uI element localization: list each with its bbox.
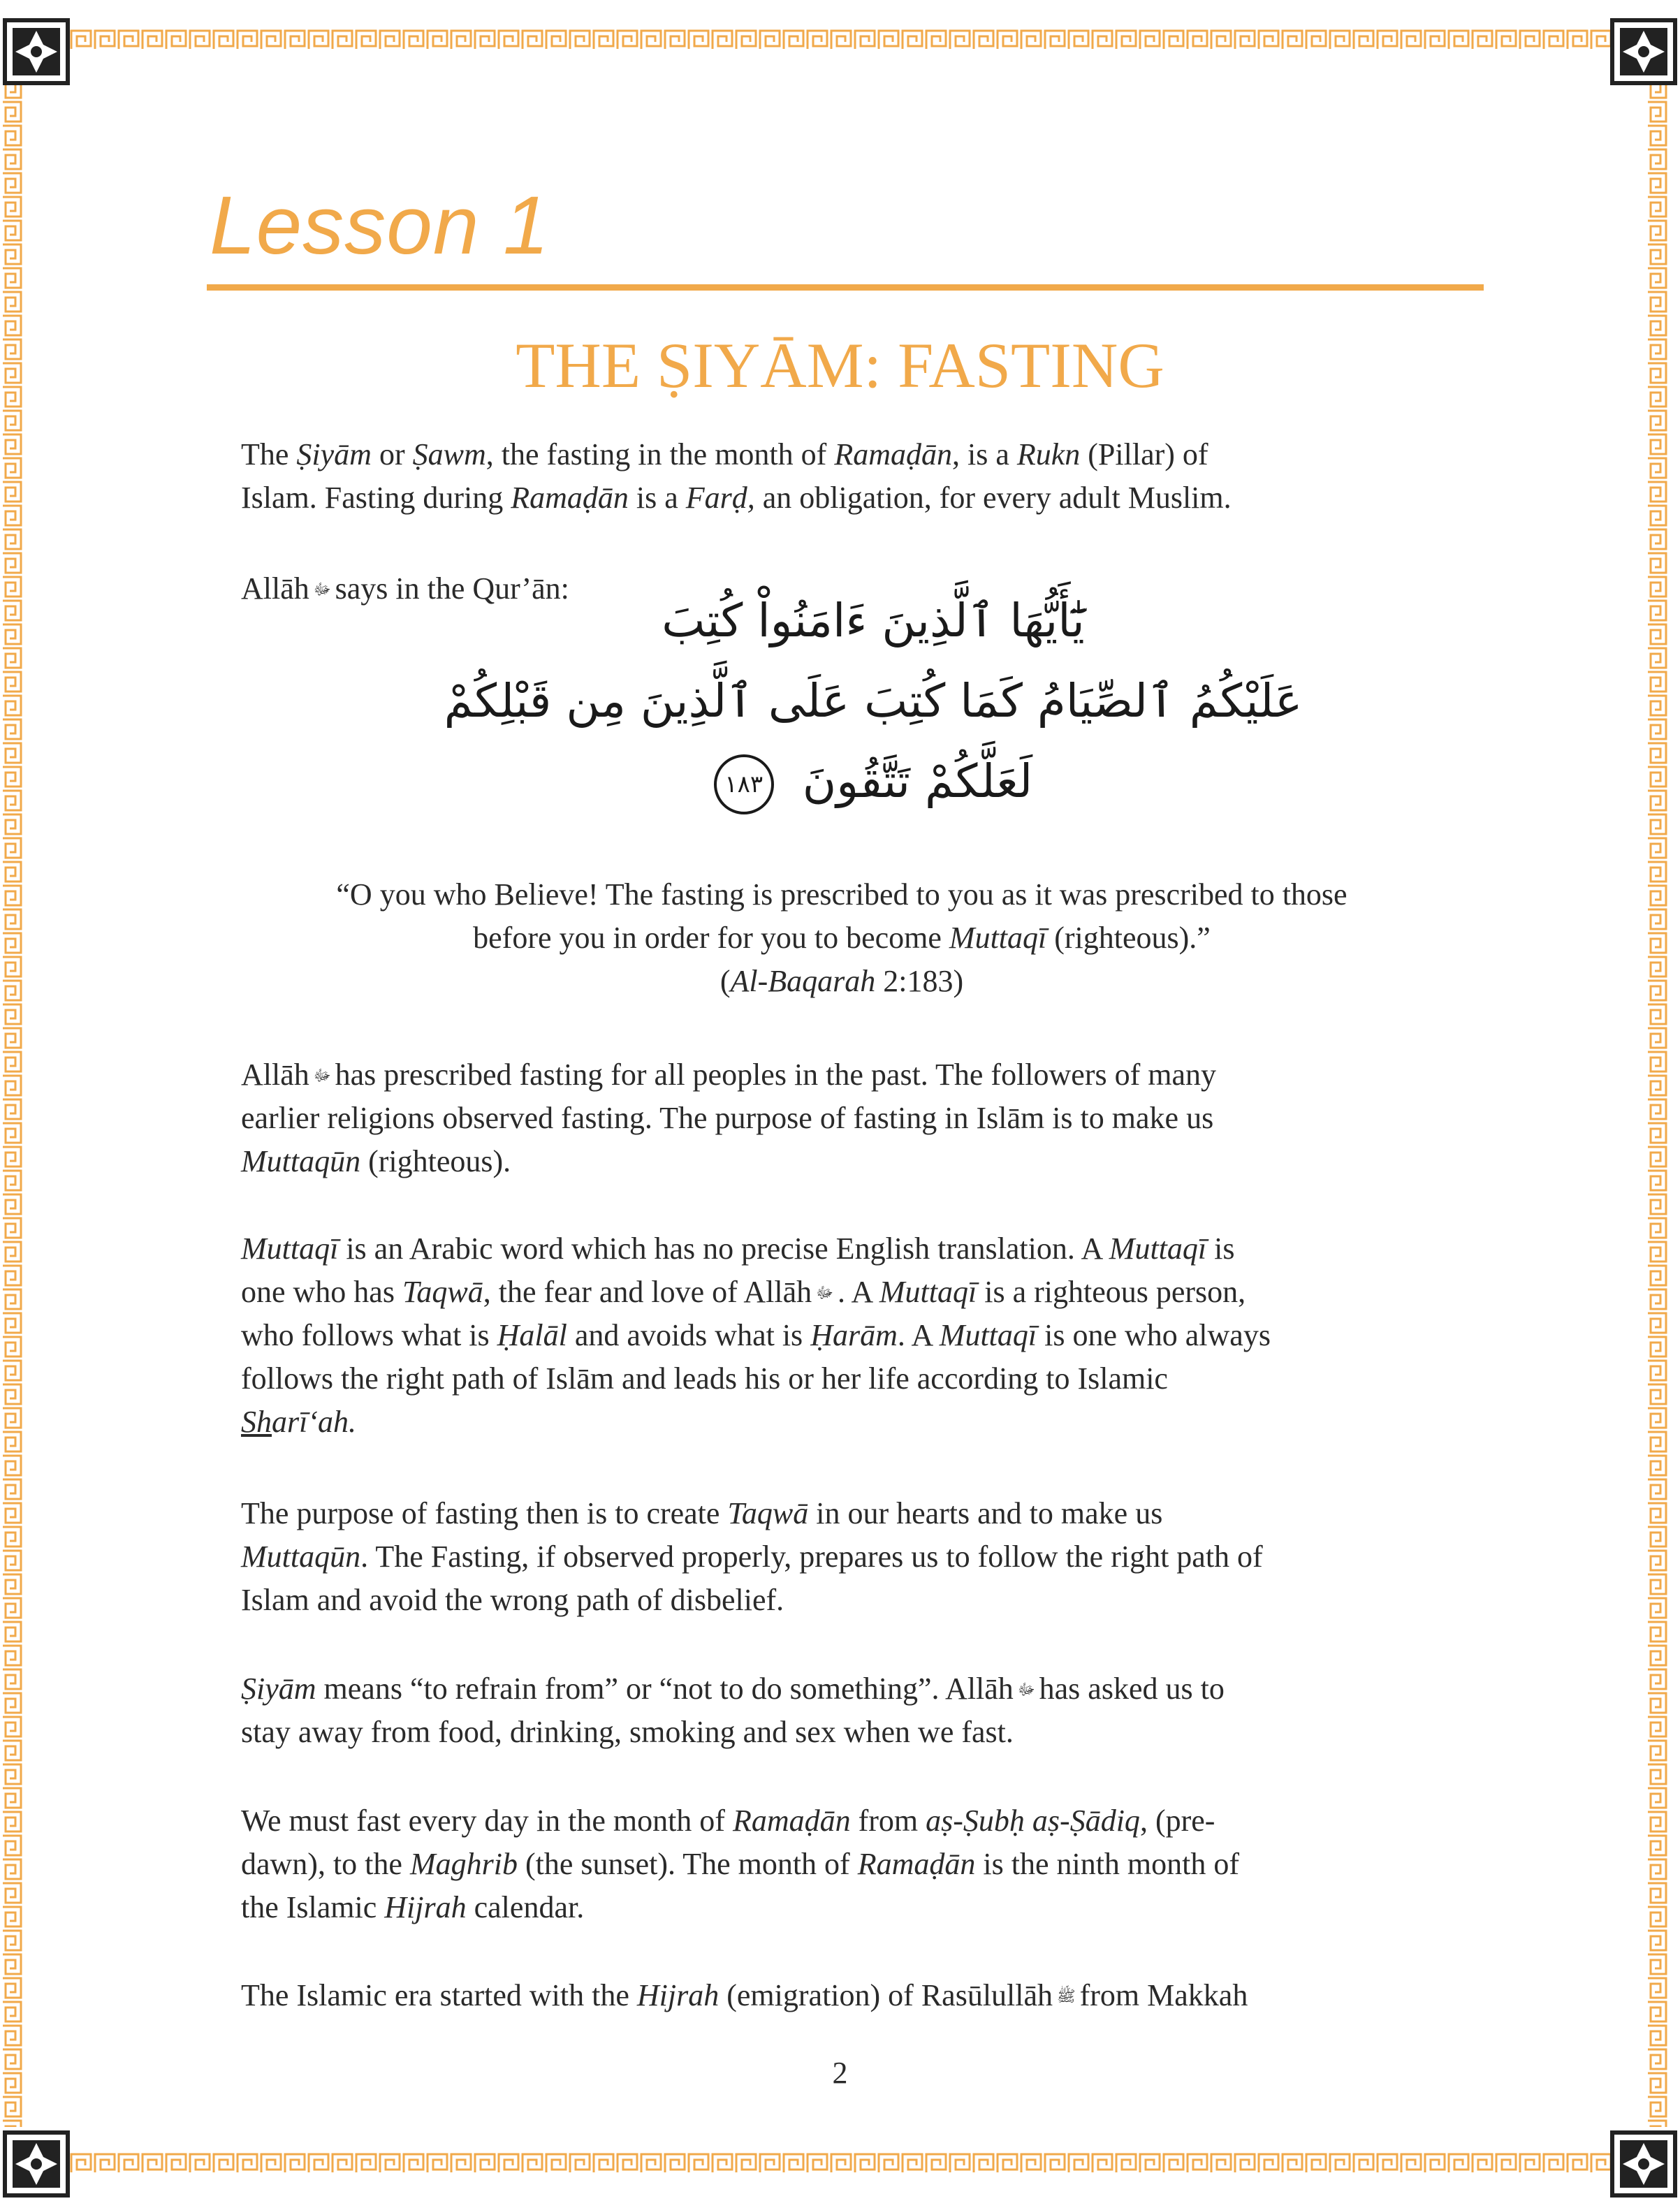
- title-rule: [207, 284, 1484, 291]
- verse-number-marker: ١٨٣: [714, 754, 774, 814]
- arabic-verse-line-3-text: لَعَلَّكُمْ تَتَّقُونَ: [802, 754, 1033, 809]
- greek-key-border-bottom: [70, 2151, 1610, 2175]
- verse-translation: “O you who Believe! The fasting is prescribed to you as it was prescribed to those before you in order for you to become Muttaqī (righteous).” (Al-Baqarah 2:183): [336, 877, 1347, 998]
- paragraph-siyam-intro: The Ṣiyām or Ṣawm, the fasting in the month of Ramaḍān, is a Rukn (Pillar) of Islam. Fasting during Ramaḍān is a Farḍ, an obligation, for every adult Muslim.: [241, 437, 1232, 515]
- arabic-verse-line-2: عَلَيْكُمُ ٱلصِّيَامُ كَمَا كُتِبَ عَلَى ٱلَّذِينَ مِن قَبْلِكُمْ: [444, 674, 1303, 728]
- arabic-verse-line-1: يَٰٓأَيُّهَا ٱلَّذِينَ ءَامَنُواْ كُتِبَ: [662, 594, 1085, 648]
- lesson-label: Lesson 1: [210, 180, 550, 272]
- paragraph-fasting-time: We must fast every day in the month of Ramaḍān from aṣ-Ṣubḥ aṣ-Ṣādiq, (pre- dawn), to the Maghrib (the sunset). The month of Ramaḍān is the ninth month of the Islamic Hijrah calendar.: [241, 1804, 1240, 1924]
- paragraph-hijrah: The Islamic era started with the Hijrah (emigration) of Rasūlullāh ﷺ from Makkah: [241, 1978, 1248, 2012]
- corner-ornament-icon: [3, 2130, 70, 2198]
- paragraph-muttaqi: Muttaqī is an Arabic word which has no precise English translation. A Muttaqī is one who has Taqwā, the fear and love of Allāh ﷻ . A Muttaqī is a righteous person, who follows what is Ḥalāl and avoids what is Ḥarām. A Muttaqī is one who always follows the right path of Islām and leads his or her life according to Islamic Sharī‘ah.: [241, 1231, 1271, 1439]
- chapter-title: THE ṢIYĀM: FASTING: [516, 330, 1164, 401]
- salutation-glyph-icon: ﷻ: [313, 1067, 331, 1085]
- prophet-salutation-glyph-icon: ﷺ: [1057, 1988, 1076, 2005]
- corner-ornament-icon: [1610, 18, 1677, 85]
- quran-intro: Allāh ﷻ says in the Qur’ān:: [241, 571, 569, 606]
- paragraph-purpose: Allāh ﷻ has prescribed fasting for all peoples in the past. The followers of many earlier religions observed fasting. The purpose of fasting in Islām is to make us Muttaqūn (righteous).: [241, 1058, 1216, 1178]
- corner-ornament-icon: [1610, 2130, 1677, 2198]
- salutation-glyph-icon: ﷻ: [816, 1285, 833, 1302]
- paragraph-siyam-meaning: Ṣiyām means “to refrain from” or “not to do something”. Allāh ﷻ has asked us to stay away from food, drinking, smoking and sex when we fast.: [241, 1672, 1225, 1749]
- page-number: 2: [832, 2056, 848, 2090]
- corner-ornament-icon: [3, 18, 70, 85]
- salutation-glyph-icon: ﷻ: [1017, 1681, 1035, 1699]
- greek-key-border-top: [70, 28, 1610, 52]
- arabic-verse-line-3: [419, 754, 1327, 814]
- salutation-glyph-icon: ﷻ: [313, 581, 331, 599]
- paragraph-taqwa: The purpose of fasting then is to create Taqwā in our hearts and to make us Muttaqūn. The Fasting, if observed properly, prepares us to follow the right path of Islam and avoid the wrong path of disbelief.: [241, 1496, 1263, 1617]
